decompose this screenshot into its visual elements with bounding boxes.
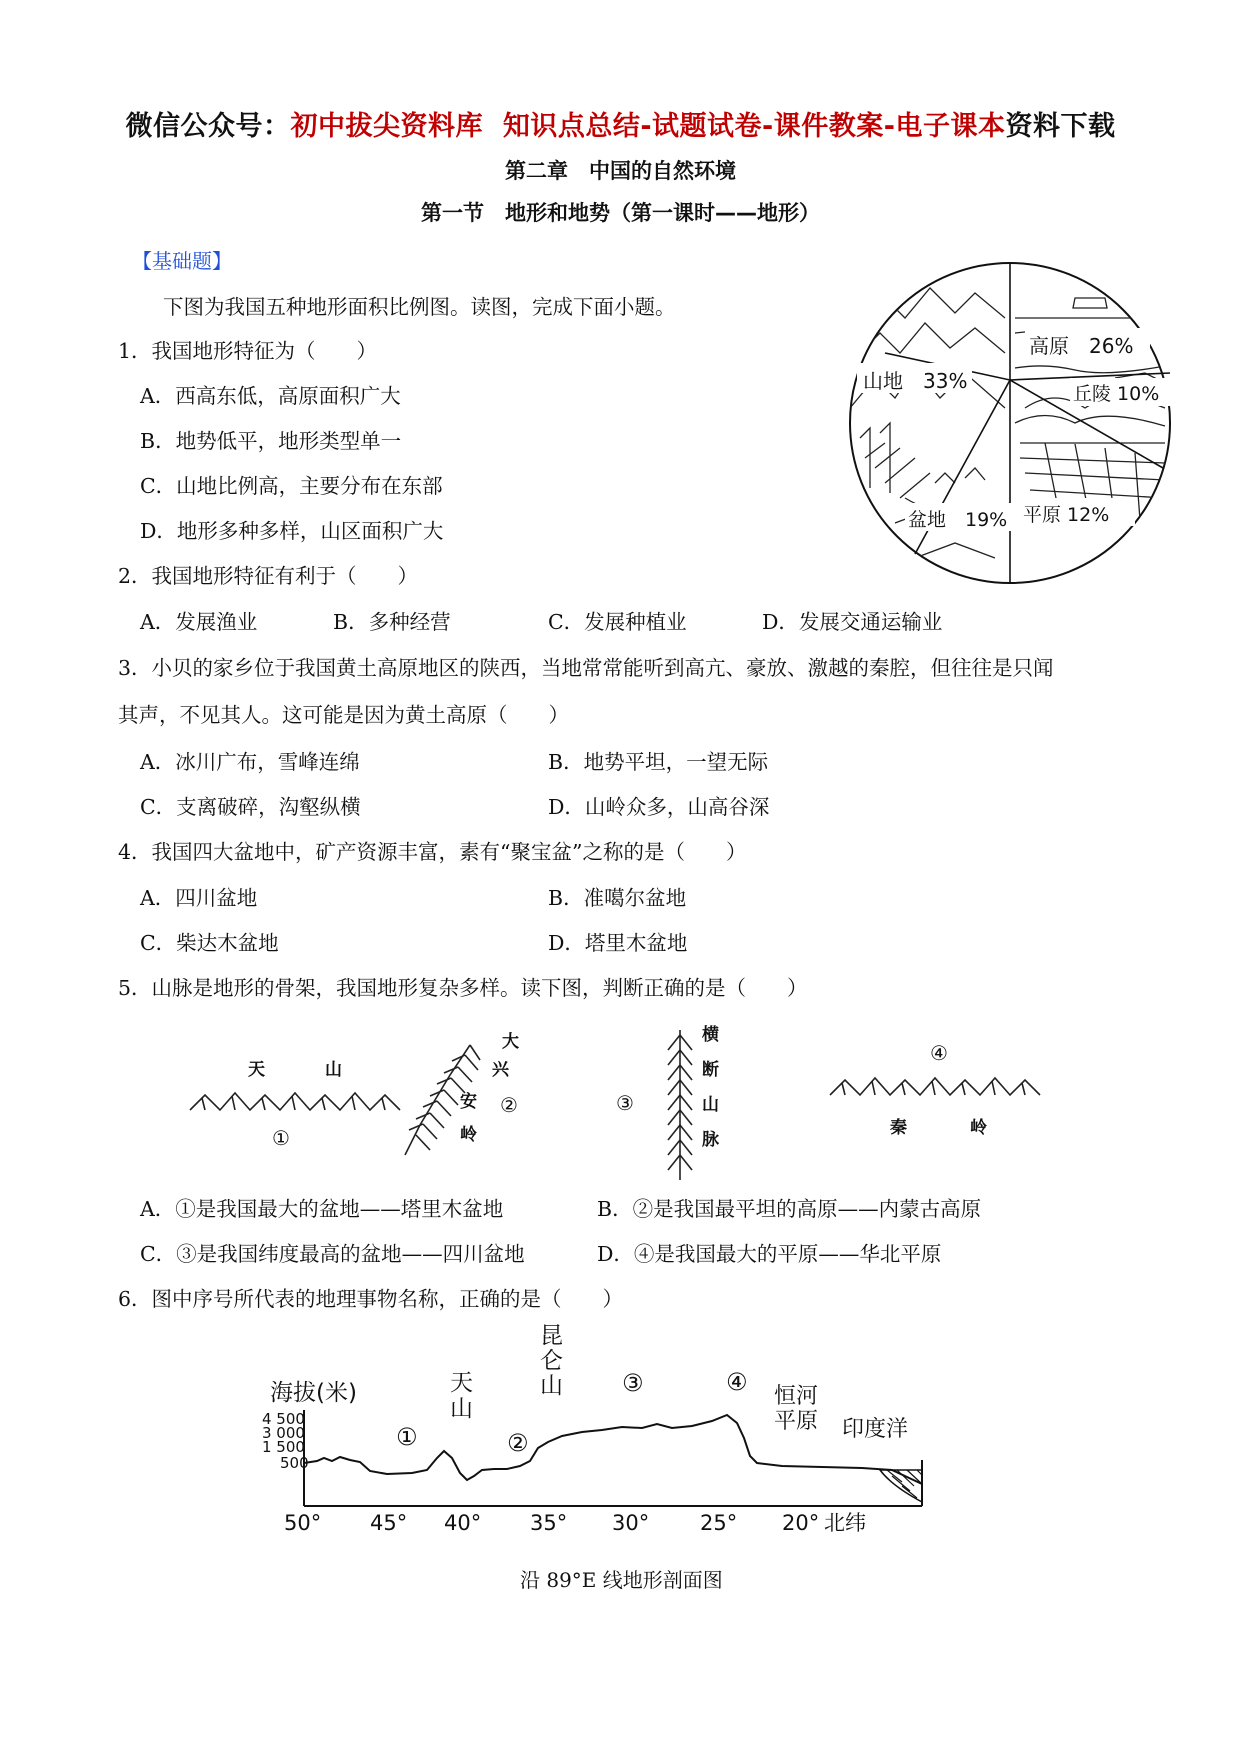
header-red-2: 知识点总结-试题试卷-课件教案-电子课本: [502, 111, 1006, 142]
q3-option-a: A．冰川广布，雪峰连绵: [140, 750, 360, 774]
label-circle-3: ③: [616, 1091, 634, 1115]
q5-option-d: D．④是我国最大的平原——华北平原: [597, 1242, 942, 1266]
q2-option-d: D．发展交通运输业: [762, 610, 943, 634]
ytick-500: 500: [280, 1454, 309, 1472]
question-4: 4．我国四大盆地中，矿产资源丰富，素有“聚宝盆”之称的是（ ）: [118, 840, 747, 864]
q4-option-c: C．柴达木盆地: [140, 931, 279, 955]
q1-option-a: A．西高东低，高原面积广大: [140, 384, 401, 408]
header-banner: 微信公众号：初中拔尖资料库 知识点总结-试题试卷-课件教案-电子课本资料下载: [125, 111, 1116, 142]
label-circle-2: ②: [500, 1093, 518, 1117]
label-mai: 脉: [702, 1130, 719, 1150]
terrain-profile-figure: [262, 1318, 982, 1533]
section-title: 第一节 地形和地势（第一课时——地形）: [421, 201, 820, 225]
label-tianshan-2: 山: [450, 1396, 473, 1422]
pie-label-qiuling: 丘陵 10%: [1073, 383, 1160, 405]
profile-circle-1: ①: [396, 1423, 418, 1451]
xtick-25: 25°: [700, 1511, 738, 1533]
q2-option-c: C．发展种植业: [548, 610, 687, 634]
profile-ylabel: 海拔(米): [270, 1380, 357, 1406]
label-shan2: 山: [702, 1095, 719, 1115]
q2-option-a: A．发展渔业: [140, 610, 258, 634]
xtick-unit: 北纬: [824, 1511, 866, 1533]
q1-option-c: C．山地比例高，主要分布在东部: [140, 474, 443, 498]
intro-text: 下图为我国五种地形面积比例图。读图，完成下面小题。: [163, 295, 676, 319]
xtick-35: 35°: [530, 1511, 568, 1533]
ytick-4500: 4 500: [262, 1410, 305, 1428]
ytick-3000: 3 000: [262, 1424, 305, 1442]
xtick-40: 40°: [444, 1511, 482, 1533]
header-red-1: 初中拔尖资料库: [290, 111, 484, 142]
pie-label-pingyuan: 平原 12%: [1023, 504, 1110, 526]
xtick-30: 30°: [612, 1511, 650, 1533]
question-3-line-1: 3．小贝的家乡位于我国黄土高原地区的陕西，当地常常能听到高亢、豪放、激越的秦腔，但往往是只闻: [118, 656, 1054, 680]
label-circle-1: ①: [272, 1126, 290, 1150]
section-tag: 【基础题】: [132, 249, 232, 273]
q1-option-d: D．地形多种多样，山区面积广大: [140, 519, 444, 543]
xtick-45: 45°: [370, 1511, 408, 1533]
q5-option-a: A．①是我国最大的盆地——塔里木盆地: [140, 1197, 504, 1221]
profile-circle-4: ④: [726, 1368, 748, 1396]
question-6: 6．图中序号所代表的地理事物名称，正确的是（ ）: [118, 1287, 624, 1311]
label-tianshan-1: 天: [450, 1370, 473, 1396]
label-kunlun-2: 仑: [540, 1348, 563, 1374]
question-2: 2．我国地形特征有利于（ ）: [118, 564, 419, 588]
question-3-line-2: 其声，不见其人。这可能是因为黄土高原（ ）: [118, 703, 569, 727]
label-indian-ocean: 印度洋: [842, 1417, 909, 1442]
q5-option-b: B．②是我国最平坦的高原——内蒙古高原: [597, 1197, 982, 1221]
label-ling2: 岭: [970, 1118, 987, 1138]
label-kunlun-3: 山: [540, 1373, 563, 1399]
label-shan: 山: [325, 1060, 342, 1080]
profile-caption: 沿 89°E 线地形剖面图: [520, 1568, 723, 1592]
label-xing: 兴: [492, 1060, 509, 1080]
xtick-50: 50°: [284, 1511, 322, 1533]
q4-option-d: D．塔里木盆地: [548, 931, 688, 955]
profile-circle-3: ③: [622, 1369, 644, 1397]
q1-option-b: B．地势低平，地形类型单一: [140, 429, 402, 453]
ytick-1500: 1 500: [262, 1438, 305, 1456]
q4-option-a: A．四川盆地: [140, 886, 258, 910]
label-circle-4: ④: [930, 1041, 948, 1065]
label-duan: 断: [702, 1060, 719, 1080]
q2-option-b: B．多种经营: [333, 610, 451, 634]
q3-option-d: D．山岭众多，山高谷深: [548, 795, 770, 819]
label-ling: 岭: [460, 1125, 477, 1145]
question-5: 5．山脉是地形的骨架，我国地形复杂多样。读下图，判断正确的是（ ）: [118, 976, 808, 1000]
label-henghe-2: 平原: [774, 1409, 819, 1434]
label-kunlun-1: 昆: [540, 1323, 563, 1349]
q3-option-b: B．地势平坦，一望无际: [548, 750, 769, 774]
label-qin: 秦: [890, 1118, 907, 1138]
pie-label-gaoyuan: 高原 26%: [1029, 334, 1134, 358]
xtick-20: 20°: [782, 1511, 820, 1533]
chapter-title: 第二章 中国的自然环境: [505, 159, 736, 183]
pie-label-pendi: 盆地 19%: [908, 509, 1008, 531]
label-henghe-1: 恒河: [774, 1384, 819, 1409]
q3-option-c: C．支离破碎，沟壑纵横: [140, 795, 361, 819]
profile-circle-2: ②: [507, 1429, 529, 1457]
label-an: 安: [460, 1092, 477, 1112]
pie-label-shandi: 山地 33%: [863, 369, 968, 393]
q4-option-b: B．准噶尔盆地: [548, 886, 687, 910]
q5-option-c: C．③是我国纬度最高的盆地——四川盆地: [140, 1242, 525, 1266]
label-heng: 横: [702, 1025, 719, 1045]
label-da: 大: [502, 1032, 519, 1052]
label-tian: 天: [248, 1060, 265, 1080]
terrain-pie-figure: [845, 258, 1175, 588]
question-1: 1．我国地形特征为（ ）: [118, 339, 378, 363]
mountain-ranges-figure: [180, 1015, 1060, 1190]
